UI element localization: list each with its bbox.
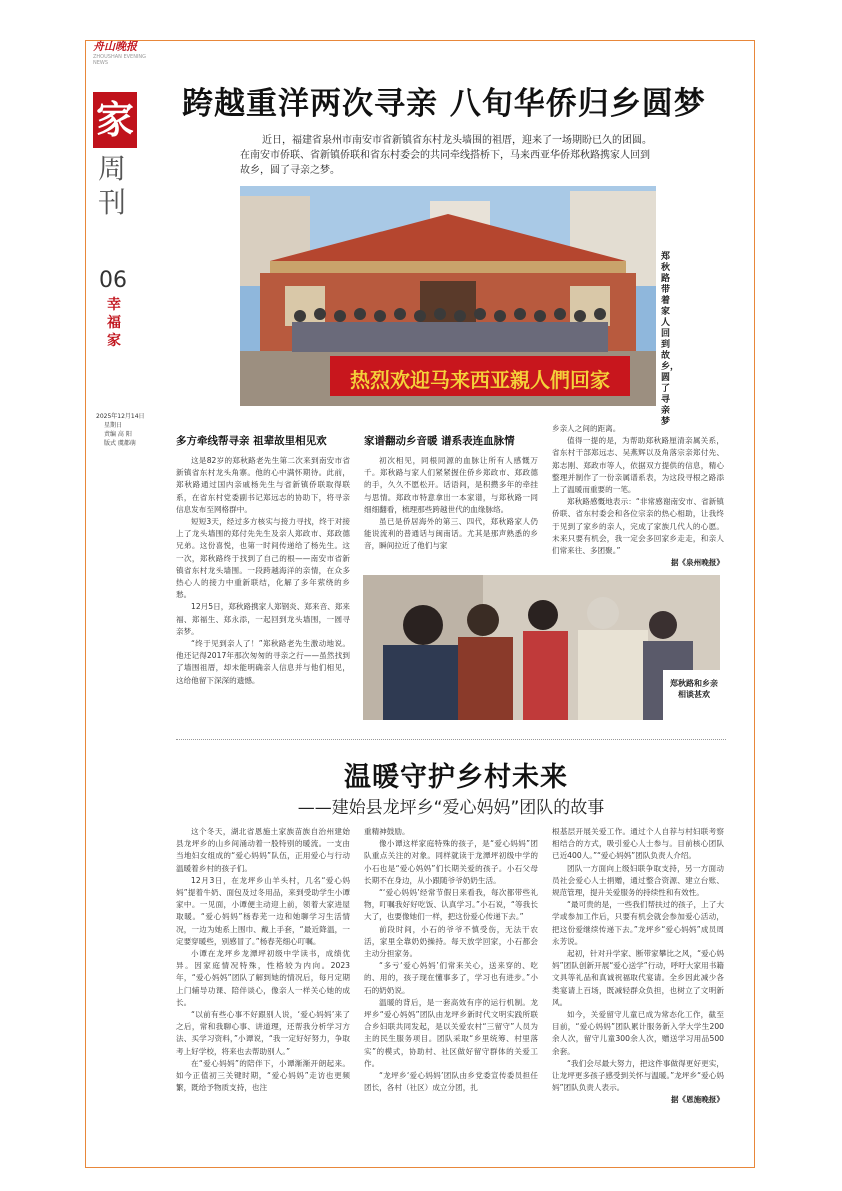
masthead-logo: 舟山晚报 — [93, 40, 137, 53]
paragraph: “龙坪乡‘爱心妈妈’团队由乡党委宣传委员担任团长，各村（社区）成立分团，扎 — [364, 1071, 538, 1093]
paragraph: 在“爱心妈妈”的陪伴下，小谭渐渐开朗起来。如今正值初三关键时期，“爱心妈妈”走访也更频繁，既给予物质支持，也注 — [176, 1058, 350, 1093]
section-name: 幸福家 — [107, 297, 121, 349]
photo-welcome-banner: 热烈欢迎马来西亚親人們回家 — [350, 368, 610, 392]
article1-source: 据《泉州晚报》 — [670, 558, 724, 568]
paragraph: 虽已是侨居海外的第三、四代，郑秋路家人仍能说流利的普通话与闽南话。尤其是那声熟悉的乡音，瞬间拉近了他们与家 — [364, 517, 538, 551]
paragraph: “最可贵的是，一些我们帮扶过的孩子，上了大学或参加工作后，只要有机会就会参加爱心活动，把这份爱继续传递下去。”龙坪乡“爱心妈妈”成员周永芳说。 — [552, 900, 724, 946]
paragraph: 如今，关爱留守儿童已成为常态化工作，截至目前，“爱心妈妈”团队累计服务新入学大学生200余人次，留守儿童300余人次，赠送学习用品500余套。 — [552, 1010, 724, 1056]
article1-lead: 近日，福建省泉州市南安市省新镇省东村龙头墙围的祖厝，迎来了一场期盼已久的团圆。在南安市侨联、省新镇侨联和省东村委会的共同牵线搭桥下，马来西亚华侨郑秋路携家人回到故乡，圆了寻亲之梦。 — [240, 135, 652, 176]
article1-headline: 跨越重洋两次寻亲 八旬华侨归乡圆梦 — [182, 86, 706, 122]
article2-headline: 温暖守护乡村未来 — [344, 762, 568, 793]
section-title-zhoukan: 周刊 — [98, 152, 127, 219]
paragraph: “我们会尽最大努力，把这件事做得更好更实，让龙坪更多孩子感受到关怀与温暖。”龙坪乡“爱心妈妈”团队负责人表示。 — [552, 1058, 724, 1093]
paragraph: 12月5日，郑秋路携家人郑钢炎、郑来音、郑来福、郑福生、郑永添，一起回到龙头墙围，一圆寻亲梦。 — [176, 602, 350, 636]
paragraph: 团队一方面向上级妇联争取支持，另一方面动员社会爱心人士捐赠，通过整合资源、建立台账、规范管理，提升关爱服务的持续性和有效性。 — [552, 863, 724, 898]
article2-column2 — [364, 826, 538, 1162]
article2-column3 — [552, 826, 724, 1162]
article2-subhead: ——建始县龙坪乡“爱心妈妈”团队的故事 — [297, 798, 605, 818]
issue-meta — [96, 412, 145, 448]
masthead-subtitle: ZHOUSHAN EVENING NEWS — [93, 54, 147, 66]
paragraph: 根基层开展关爱工作。通过个人自荐与村妇联考察相结合的方式，吸引爱心人士参与。目前核心团队已近400人。”“爱心妈妈”团队负责人介绍。 — [552, 827, 724, 861]
paragraph: 短短3天，经过多方核实与接力寻找，终于对接上了龙头墙围的郑付先先生及亲人郑政市、郑政德兄弟。这份喜悦，也第一时间传递给了杨先生。这一次，郑秋路终于找到了自己的根——南安市省新镇省东村龙头墙围。一段跨越海洋的亲情，在众多热心人的接力中重新联结，化解了多年萦绕的乡愁。 — [176, 517, 350, 600]
section-divider — [176, 739, 726, 740]
article1-photo-caption: 郑秋路带着家人回到故乡，圆了寻亲梦 — [661, 252, 680, 427]
greeting-photo-illustration — [363, 575, 720, 720]
article1-photo-greeting — [363, 575, 720, 720]
article2-source: 据《恩施晚报》 — [670, 1095, 724, 1105]
article1-subhead1: 多方牵线帮寻亲 祖辈故里相见欢 — [176, 435, 327, 447]
paragraph: “以前有些心事不好跟别人说，‘爱心妈妈’来了之后，常和我聊心事、讲道理，还帮我分析学习方法、买学习资料，”小谭说，“我一定好好努力，争取考上好学校，将来也去帮助别人。” — [176, 1010, 350, 1056]
paragraph: 小谭在龙坪乡龙潭坪初级中学读书，成绩优异。因家庭情况特殊，性格较为内向。2023年，“爱心妈妈”团队了解到她的情况后，每月定期上门辅导功课、陪伴谈心，像亲人一样关心她的成长。 — [176, 949, 350, 1007]
article1-column1 — [176, 455, 350, 727]
paragraph: 这是82岁的郑秋路老先生第二次来到南安市省新镇省东村龙头角寨。他的心中满怀期待。此前，郑秋路通过国内亲戚杨先生与省新镇侨联取得联系，在省东村党委副书记郑远志的协助下，将寻亲信息发布至网格群中。 — [176, 456, 350, 514]
issue-date: 2025年12月14日 — [96, 413, 145, 420]
article1-column3 — [552, 423, 724, 571]
article1-photo2-caption: 郑秋路和乡亲相谈甚欢 — [670, 679, 718, 699]
paragraph: 值得一提的是，为帮助郑秋路厘清亲属关系，省东村干部郑远志、吴燕辉以及角落宗亲郑付先、郑志刚、郑政市等人，依据双方提供的信息，精心整理并制作了一份亲属谱系表，为这段寻根之路添上了温暖而重要的一笔。 — [552, 436, 724, 495]
paragraph: 像小谭这样家庭特殊的孩子，是“爱心妈妈”团队重点关注的对象。同样就读于龙潭坪初级中学的小石也是“爱心妈妈”们长期关爱的孩子。小石父母长期不在身边，从小跟随爷爷奶奶生活。 — [364, 839, 538, 885]
issue-weekday: 星期日 — [104, 422, 123, 429]
section-logo-jia: 家 — [93, 92, 137, 148]
paragraph: 前段时间，小石的爷爷不慎受伤，无法干农活，家里全靠奶奶操持。每天放学回家，小石都会主动分担家务。 — [364, 924, 538, 959]
paragraph: 郑秋路感慨地表示：“非常感谢南安市、省新镇侨联、省东村委会和各位宗亲的热心相助，让我终于见到了家乡的亲人，完成了家族几代人的心愿。未来只要有机会，我一定会多回家乡走走，和亲人们常来往、多团聚。” — [552, 497, 724, 556]
paragraph: 乡亲人之间的距离。 — [552, 424, 621, 433]
paragraph: 12月3日，在龙坪乡山羊头村，几名“爱心妈妈”提着牛奶、面包及过冬用品，来到受助学生小谭家中。一见面，小谭便主动迎上前，领着大家进屋取暖。“爱心妈妈”杨春芜一边和她聊学习生活情况，一边为她系上围巾、戴上手套，“最近降温，一定要穿暖些，别感冒了。”杨春芜细心叮嘱。 — [176, 875, 350, 946]
paragraph: “‘爱心妈妈’经常节假日来看我，每次都带些礼物，叮嘱我好好吃饭、认真学习。”小石说，“等我长大了，也要像她们一样，把这份爱心传递下去。” — [364, 888, 538, 922]
article1-subhead2: 家谱翻动乡音暖 谱系表连血脉情 — [364, 435, 515, 447]
paragraph: 初次相见，同根同源的血脉让所有人感慨万千。郑秋路与家人们紧紧握住侨乡郑政市、郑政德的手，久久不愿松开。话语间，是积攒多年的牵挂与思情。郑政市特意拿出一本家谱，与郑秋路一同细细翻看，梳理那些跨越世代的血缘脉络。 — [364, 456, 538, 514]
page-number: 06 — [99, 268, 127, 293]
designer-credit: 版式 虞都萌 — [104, 440, 136, 447]
article2-column1 — [176, 826, 350, 1162]
paragraph: 重精神鼓励。 — [364, 827, 410, 836]
paragraph: 温暖的背后，是一套高效有序的运行机制。龙坪乡“爱心妈妈”团队由龙坪乡新时代文明实践所联合乡妇联共同发起，是以关爱农村“三留守”人员为主的民生服务项目。团队采取“乡里统筹、村里落实”的模式，协助村、社区做好留守群体的关爱工作。 — [364, 997, 538, 1068]
paragraph: 起初，针对升学家、断带家攀比之风，“爱心妈妈”团队创新开展“爱心送学”行动，呼吁大家用书籍文具等礼品和真诚祝福取代宴请。全乡因此减少各类宴请上百场，既减轻群众负担，也树立了文明新风。 — [552, 949, 724, 1007]
editor-credit: 责编 高 阳 — [104, 431, 132, 438]
paragraph: “终于见到亲人了！”郑秋路老先生激动地说。他还记得2017年那次匆匆的寻亲之行——虽然找到了墙围祖厝，却未能明确亲人信息并与他们相见，这给他留下深深的遗憾。 — [176, 639, 350, 685]
article1-column2 — [364, 455, 538, 570]
paragraph: “多亏‘爱心妈妈’们常来关心，送来穿的、吃的、用的，孩子现在懂事多了，学习也有进步。”小石的奶奶说。 — [364, 961, 538, 995]
paragraph: 这个冬天，湖北省恩施土家族苗族自治州建始县龙坪乡的山乡间涌动着一股特别的暖流。一支由当地妇女组成的“爱心妈妈”队伍，正用爱心与行动温暖着乡村的孩子们。 — [176, 827, 350, 873]
article1-photo-reunion — [240, 186, 656, 406]
